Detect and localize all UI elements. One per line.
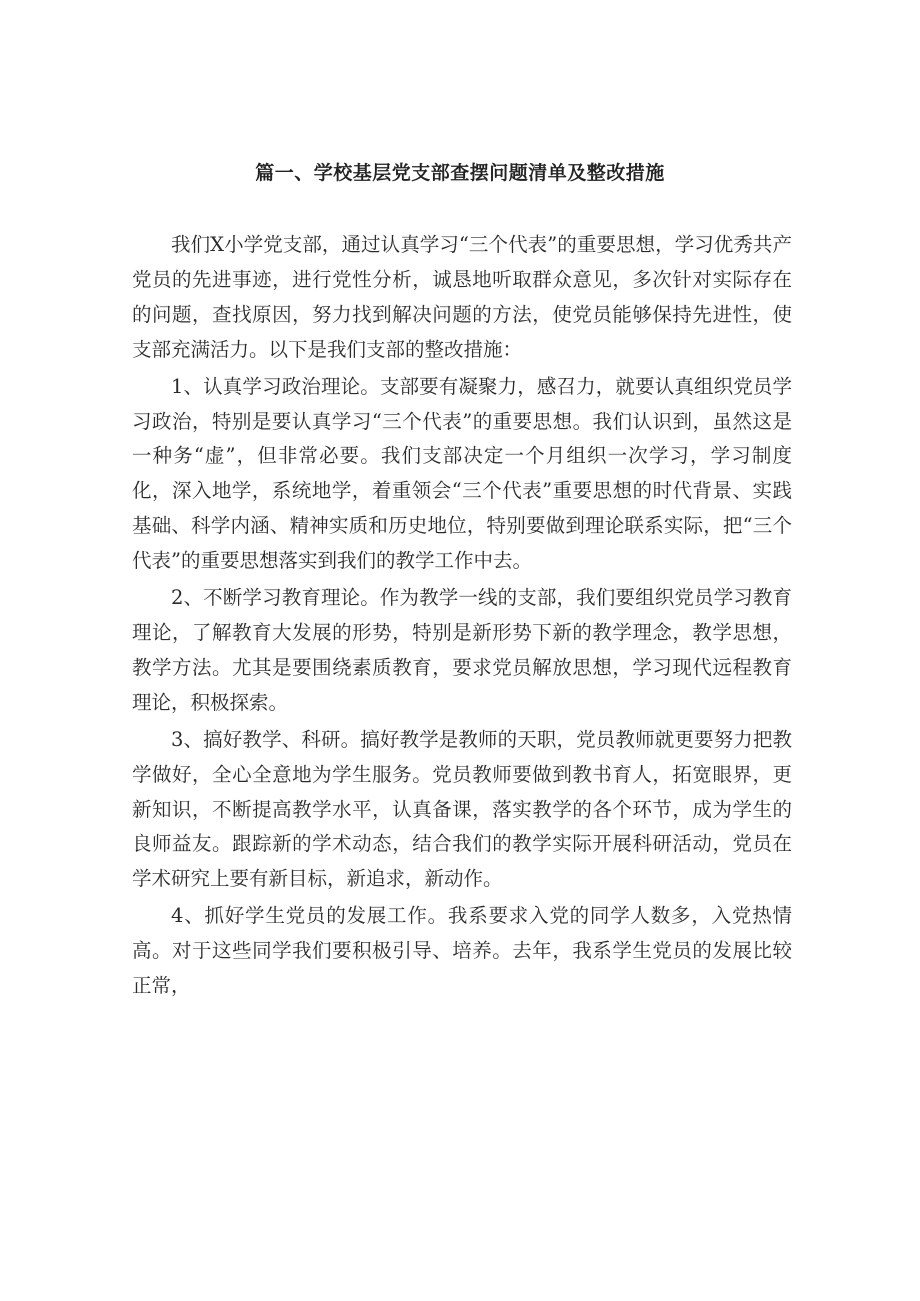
paragraph-item-3: 3、搞好教学、科研。搞好教学是教师的天职，党员教师就更要努力把教学做好，全心全意地为学生服务。党员教师要做到教书育人，拓宽眼界，更新知识，不断提高教学水平，认真备课，落实教学的各个环节，成为学生的良师益友。跟踪新的学术动态，结合我们的教学实际开展科研活动，党员在学术研究上要有新目标，新追求，新动作。 [132,727,792,891]
paragraph-intro: 我们X小学党支部，通过认真学习“三个代表”的重要思想，学习优秀共产党员的先进事迹，进行党性分析，诚恳地听取群众意见，多次针对实际存在的问题，查找原因，努力找到解决问题的方法，使党员能够保持先进性，使支部充满活力。以下是我们支部的整改措施： [132,233,792,361]
paragraph-item-4: 4、抓好学生党员的发展工作。我系要求入党的同学人数多，入党热情高。对于这些同学我们要积极引导、培养。去年，我系学生党员的发展比较正常， [132,904,792,998]
paragraph-item-1: 1、认真学习政治理论。支部要有凝聚力，感召力，就要认真组织党员学习政治，特别是要认真学习“三个代表”的重要思想。我们认识到，虽然这是一种务“虚”，但非常必要。我们支部决定一个月组织一次学习，学习制度化，深入地学，系统地学，着重领会“三个代表”重要思想的时代背景、实践基础、科学内涵、精神实质和历史地位，特别要做到理论联系实际，把“三个代表”的重要思想落实到我们的教学工作中去。 [132,374,792,573]
document-title: 篇一、学校基层党支部查摆问题清单及整改措施 [255,162,665,184]
paragraph-item-2: 2、不断学习教育理论。作为教学一线的支部，我们要组织党员学习教育理论，了解教育大发展的形势，特别是新形势下新的教学理念，教学思想，教学方法。尤其是要围绕素质教育，要求党员解放思想，学习现代远程教育理论，积极探索。 [132,586,792,714]
document-body [132,228,792,1006]
